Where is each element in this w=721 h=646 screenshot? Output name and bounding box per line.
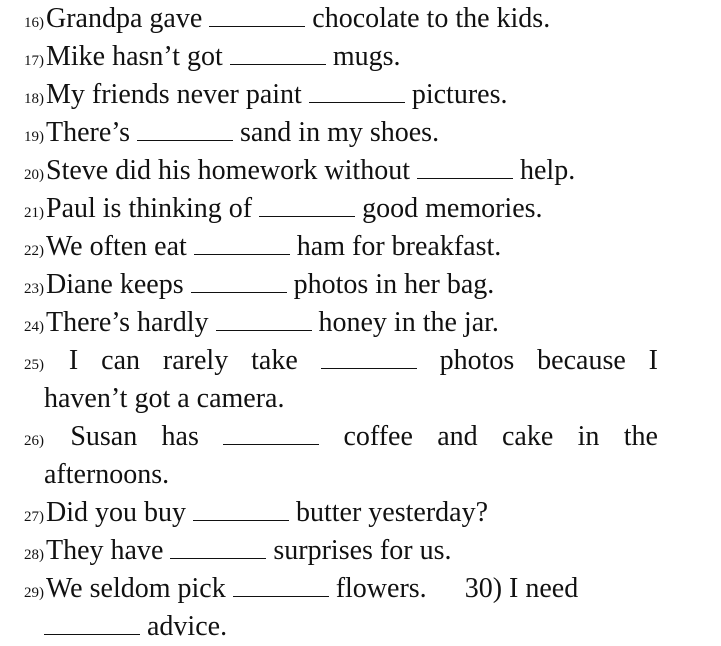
item-text-before: Steve did his homework without (46, 155, 410, 186)
item-text-before: We often eat (46, 231, 187, 262)
answer-blank[interactable] (137, 114, 233, 141)
item-text-after: photos in her bag. (293, 269, 495, 300)
item-word: I (648, 345, 658, 376)
item-word: I (68, 345, 79, 376)
item-number: 29) (24, 585, 44, 601)
item-word: coffee (343, 421, 413, 452)
exercise-item (24, 152, 575, 194)
item-text-after: surprises for us. (273, 535, 452, 566)
answer-blank[interactable] (170, 532, 266, 559)
answer-blank[interactable] (259, 190, 355, 217)
exercise-item (24, 304, 499, 346)
answer-blank[interactable] (321, 342, 417, 369)
item-word: take (251, 345, 298, 376)
item-text-before: We seldom pick (46, 573, 226, 604)
item-number: 19) (24, 129, 44, 145)
answer-blank[interactable] (193, 494, 289, 521)
item-text-after: advice. (147, 611, 228, 642)
answer-blank[interactable] (223, 418, 319, 445)
item-word: rarely (162, 345, 229, 376)
item-number: 22) (24, 243, 44, 259)
item-continuation: haven’t got a camera. (44, 383, 285, 414)
item-word: can (101, 345, 140, 376)
item-number: 28) (24, 547, 44, 563)
item-text-after: pictures. (411, 79, 508, 110)
item-text-before: There’s (46, 117, 130, 148)
exercise-item (24, 38, 401, 80)
exercise-item (24, 76, 507, 118)
answer-blank[interactable] (44, 608, 140, 635)
item-word: Susan (70, 421, 138, 452)
item-number: 17) (24, 53, 44, 69)
item-text-before: Mike hasn’t got (46, 41, 223, 72)
answer-blank[interactable] (233, 570, 329, 597)
item-text-after: help. (519, 155, 576, 186)
item-number: 25) (24, 357, 44, 373)
item-number: 23) (24, 281, 44, 297)
item-word: in (577, 421, 600, 452)
item-text-after: ham for breakfast. (296, 231, 502, 262)
exercise-item-25 (24, 342, 658, 384)
item-text-after: mugs. (332, 41, 401, 72)
item-number: 21) (24, 205, 44, 221)
item-continuation (44, 608, 227, 646)
exercise-item (24, 494, 488, 536)
item-word: has (161, 421, 199, 452)
item-text-after: butter yesterday? (296, 497, 489, 528)
item-word: photos (439, 345, 515, 376)
answer-blank[interactable] (216, 304, 312, 331)
item-number: 20) (24, 167, 44, 183)
item-text-before: Grandpa gave (46, 3, 203, 34)
item-number: 24) (24, 319, 44, 335)
item-text-before: They have (46, 535, 164, 566)
item-text-after: flowers. (335, 573, 427, 604)
exercise-item (24, 266, 494, 308)
item-number: 16) (24, 15, 44, 31)
exercise-item-26 (24, 418, 658, 460)
exercise-item (24, 114, 439, 156)
answer-blank[interactable] (417, 152, 513, 179)
answer-blank[interactable] (191, 266, 287, 293)
exercise-item (24, 0, 550, 42)
item-word: because (537, 345, 626, 376)
item-word: the (623, 421, 658, 452)
item-text-after: sand in my shoes. (239, 117, 440, 148)
exercise-item (24, 228, 501, 270)
exercise-item (24, 190, 543, 232)
answer-blank[interactable] (194, 228, 290, 255)
item-text-after: honey in the jar. (318, 307, 499, 338)
item-text-after: chocolate to the kids. (312, 3, 551, 34)
item-text-before: There’s hardly (46, 307, 209, 338)
answer-blank[interactable] (209, 0, 305, 27)
answer-blank[interactable] (230, 38, 326, 65)
item-text-before: Paul is thinking of (46, 193, 253, 224)
item-word: and (437, 421, 478, 452)
item-continuation: afternoons. (44, 459, 170, 490)
item-word: cake (501, 421, 554, 452)
answer-blank[interactable] (309, 76, 405, 103)
item-text-before: My friends never paint (46, 79, 302, 110)
item-text-after: good memories. (362, 193, 543, 224)
item-number: 18) (24, 91, 44, 107)
item-text-before: Did you buy (46, 497, 186, 528)
exercise-item (24, 570, 578, 612)
exercise-item (24, 532, 451, 574)
item-number: 27) (24, 509, 44, 525)
item-number: 26) (24, 433, 44, 449)
item-text-before: Diane keeps (46, 269, 184, 300)
item-30-start: 30) I need (464, 573, 579, 604)
